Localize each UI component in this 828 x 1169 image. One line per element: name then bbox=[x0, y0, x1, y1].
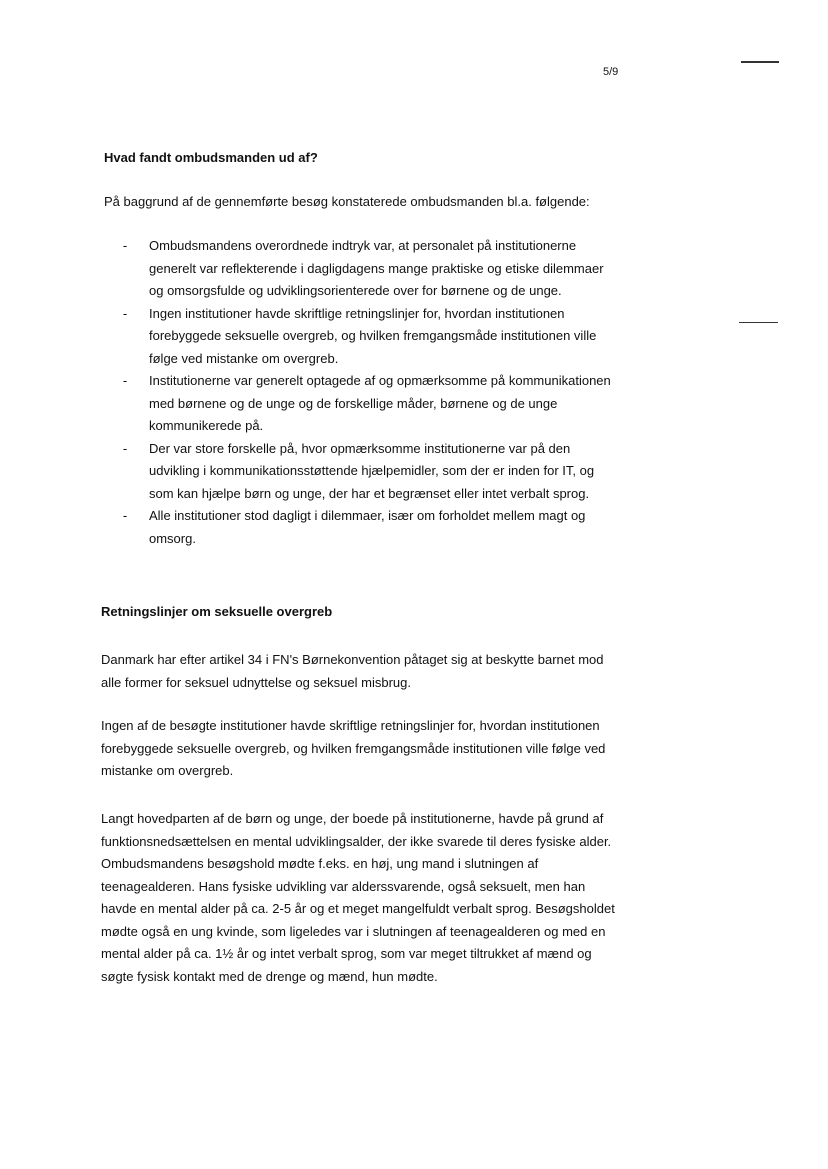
list-item bbox=[120, 235, 620, 303]
finding-text: Der var store forskelle på, hvor opmærksomme institutionerne var på den udvikling i kommunikationsstøttende hjælpemidler, som der er inden for IT, og som kan hjælpe børn og unge, der har et begrænset eller intet verbalt sprog. bbox=[149, 440, 595, 501]
margin-mark-middle bbox=[739, 322, 778, 323]
paragraph-mental-age: Langt hovedparten af de børn og unge, der boede på institutionerne, havde på grund af funktionsnedsættelsen en mental udviklingsalder, der ikke svarede til deres fysiske alder. Ombudsmandens besøgshold mødte f.eks. en høj, ung mand i slutningen af teenagealderen. Hans fysiske udvikling var alderssvarende, også seksuelt, men han havde en mental alder på ca. 2-5 år og et meget mangelfuldt verbalt sprog. Besøgsholdet mødte også en ung kvinde, som ligeledes var i slutningen af teenagealderen og med en mental alder på ca. 1½ år og intet verbalt sprog, som var meget tiltrukket af mænd og søgte fysisk kontakt med de drenge og mænd, hun mødte. bbox=[101, 811, 615, 984]
finding-text: Institutionerne var generelt optagede af og opmærksomme på kommunikationen med børnene og de unge og de forskellige måder, børnene og de unge kommunikerede på. bbox=[149, 373, 611, 433]
paragraph-convention: Danmark har efter artikel 34 i FN's Børnekonvention påtaget sig at beskytte barnet mod alle former for seksuel udnyttelse og seksuel misbrug. bbox=[101, 652, 604, 690]
bullet-dash: - bbox=[122, 440, 128, 456]
paragraph-no-guidelines: Ingen af de besøgte institutioner havde skriftlige retningslinjer for, hvordan institutionen forebyggede seksuelle overgreb, og hvilken fremgangsmåde institutionen ville følge ved mistanke om overgreb. bbox=[101, 718, 606, 778]
section-heading-findings: Hvad fandt ombudsmanden ud af? bbox=[104, 150, 318, 165]
bullet-dash: - bbox=[122, 508, 128, 523]
page-number: 5/9 bbox=[603, 66, 619, 78]
findings-list bbox=[120, 235, 620, 550]
margin-mark-top bbox=[741, 61, 779, 63]
bullet-dash: - bbox=[122, 238, 128, 253]
section-heading-guidelines: Retningslinjer om seksuelle overgreb bbox=[101, 604, 333, 619]
list-item bbox=[120, 370, 620, 438]
finding-text: Ombudsmandens overordnede indtryk var, at personalet på institutionerne generelt var reflekterende i dagligdagens mange praktiske og etiske dilemmaer og omsorgsfulde og udviklingsorienterede over for børnene og de unge. bbox=[149, 238, 604, 298]
findings-intro: På baggrund af de gennemførte besøg konstaterede ombudsmanden bl.a. følgende: bbox=[104, 194, 590, 209]
bullet-dash: - bbox=[122, 373, 128, 388]
finding-text: Ingen institutioner havde skriftlige retningslinjer for, hvordan institutionen forebyggede seksuelle overgreb, og hvilken fremgangsmåde institutionen ville følge ved mistanke om overgreb. bbox=[149, 305, 597, 366]
list-item bbox=[120, 438, 620, 506]
list-item bbox=[120, 505, 620, 550]
finding-text: Alle institutioner stod dagligt i dilemmaer, især om forholdet mellem magt og omsorg. bbox=[149, 508, 586, 546]
bullet-dash: - bbox=[122, 305, 128, 321]
list-item bbox=[120, 303, 620, 371]
